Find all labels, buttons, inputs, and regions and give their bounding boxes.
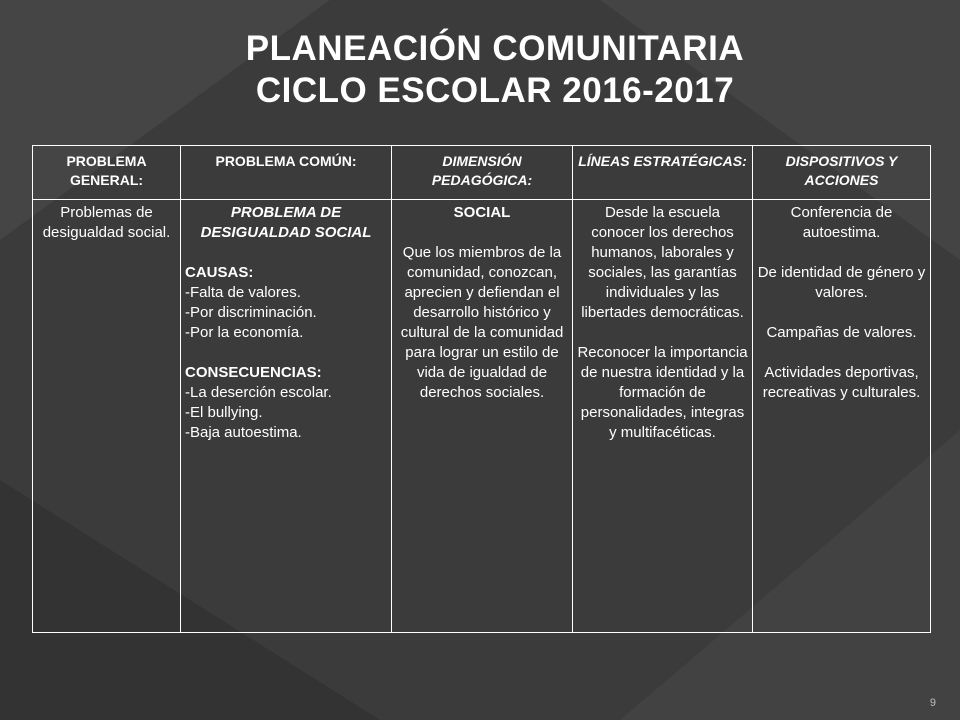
- consequences-label: CONSECUENCIAS:: [185, 364, 322, 381]
- dimension-heading: SOCIAL: [453, 204, 511, 221]
- header-problema-general: PROBLEMA GENERAL:: [33, 146, 181, 200]
- accion-item: Conferencia de autoestima.: [790, 204, 893, 241]
- consequence-item: -Baja autoestima.: [185, 424, 302, 441]
- problema-general-text: Problemas de desigualdad social.: [42, 204, 171, 241]
- spacer: [757, 343, 926, 363]
- dimension-text: Que los miembros de la comunidad, conozcan, aprecien y defiendan el desarrollo histórico y cultural de la comunidad para lograr un estilo de vida de igualdad de derechos sociales.: [400, 244, 564, 401]
- spacer: [185, 243, 387, 263]
- cause-item: -Por discriminación.: [185, 304, 317, 321]
- header-lineas-estrategicas: LÍNEAS ESTRATÉGICAS:: [573, 146, 753, 200]
- lineas-paragraph-2: Reconocer la importancia de nuestra identidad y la formación de personalidades, integras y multifacéticas.: [577, 344, 748, 441]
- title-line-2: CICLO ESCOLAR 2016-2017: [255, 71, 735, 110]
- header-dispositivos-acciones: DISPOSITIVOS Y ACCIONES: [753, 146, 931, 200]
- accion-item: Actividades deportivas, recreativas y culturales.: [762, 364, 921, 401]
- cause-item: -Falta de valores.: [185, 284, 301, 301]
- consequence-item: -El bullying.: [185, 404, 263, 421]
- spacer: [757, 243, 926, 263]
- spacer: [577, 323, 748, 343]
- consequence-item: -La deserción escolar.: [185, 384, 332, 401]
- header-problema-comun: PROBLEMA COMÚN:: [181, 146, 392, 200]
- causes-label: CAUSAS:: [185, 264, 254, 281]
- accion-item: Campañas de valores.: [766, 324, 917, 341]
- lineas-paragraph-1: Desde la escuela conocer los derechos humanos, laborales y sociales, las garantías individuales y las libertades democráticas.: [581, 204, 744, 321]
- cell-lineas-estrategicas: [573, 200, 753, 633]
- cell-dimension-pedagogica: [392, 200, 573, 633]
- spacer: [185, 343, 387, 363]
- table-row: [33, 200, 931, 633]
- header-dimension-pedagogica: DIMENSIÓN PEDAGÓGICA:: [392, 146, 573, 200]
- spacer: [757, 303, 926, 323]
- page-number: 9: [929, 697, 936, 709]
- title-line-1: PLANEACIÓN COMUNITARIA: [245, 29, 745, 68]
- cell-problema-comun: [181, 200, 392, 633]
- cell-dispositivos-acciones: [753, 200, 931, 633]
- cell-problema-general: [33, 200, 181, 633]
- planning-table: [32, 145, 931, 633]
- cause-item: -Por la economía.: [185, 324, 304, 341]
- table-header-row: [33, 146, 931, 200]
- page-title: [0, 28, 960, 112]
- accion-item: De identidad de género y valores.: [757, 264, 926, 301]
- spacer: [396, 223, 568, 243]
- problema-comun-heading: PROBLEMA DE DESIGUALDAD SOCIAL: [200, 204, 372, 241]
